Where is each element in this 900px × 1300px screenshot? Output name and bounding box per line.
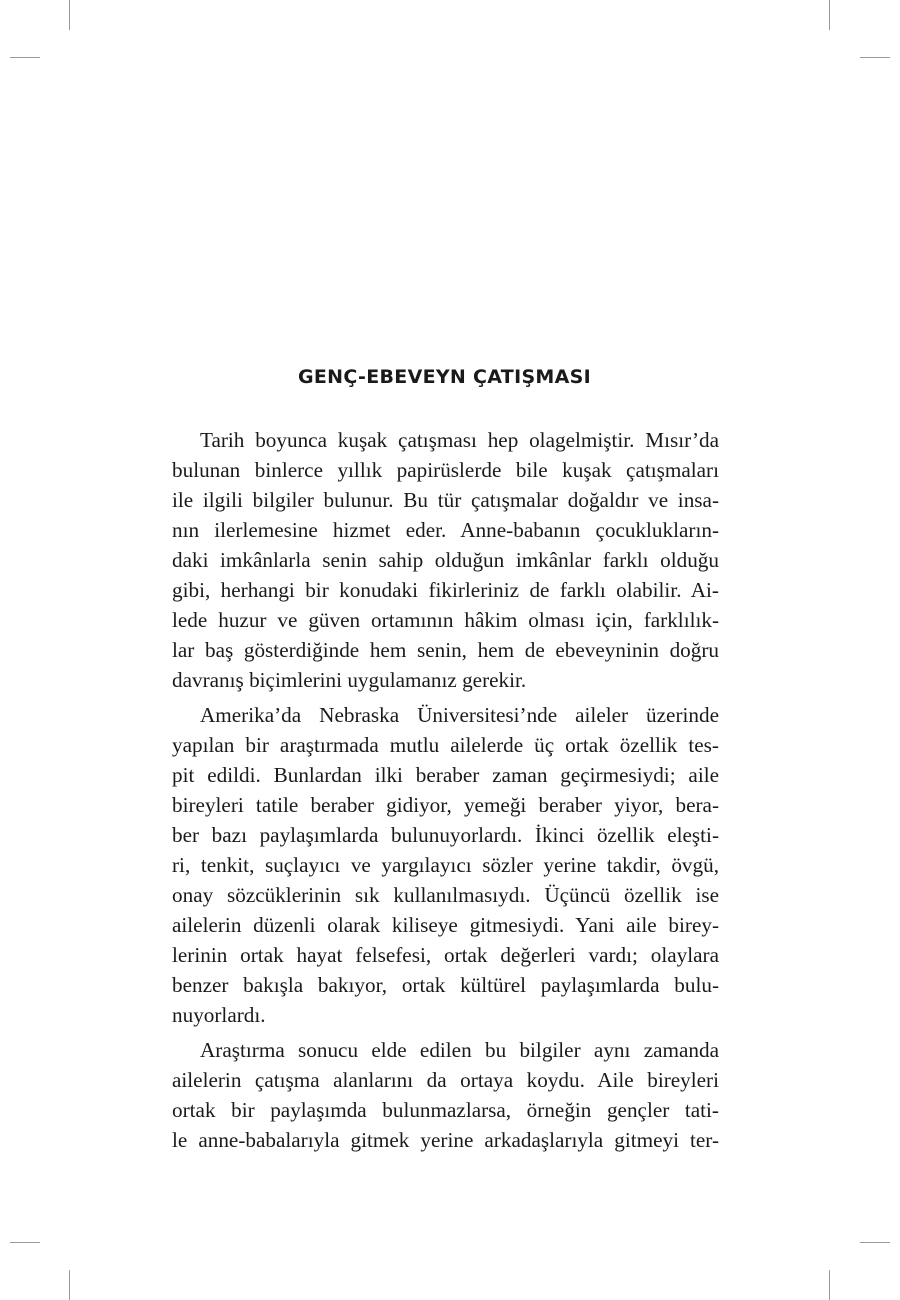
paragraph-2 [172,700,719,1030]
text-line: lar baş gösterdiğinde hem senin, hem de ebeveyninin doğru [172,638,719,662]
text-line: ailelerin düzenli olarak kiliseye gitmesiydi. Yani aile birey- [172,913,719,937]
text-line: bulunan binlerce yıllık papirüslerde bile kuşak çatışmaları [172,458,719,482]
text-line: lede huzur ve güven ortamının hâkim olması için, farklılık- [172,608,719,632]
text-line: gibi, herhangi bir konudaki fikirleriniz de farklı olabilir. Ai- [172,578,719,602]
paragraph-1 [172,425,719,695]
text-line: lerinin ortak hayat felsefesi, ortak değerleri vardı; olaylara [172,943,719,967]
text-line: yapılan bir araştırmada mutlu ailelerde üç ortak özellik tes- [172,733,719,757]
text-line: Tarih boyunca kuşak çatışması hep olagelmiştir. Mısır’da [200,428,719,452]
text-line: ber bazı paylaşımlarda bulunuyorlardı. İkinci özellik eleşti- [172,823,719,847]
text-line: pit edildi. Bunlardan ilki beraber zaman geçirmesiydi; aile [172,763,719,787]
crop-mark-bottom-left [69,1270,70,1300]
crop-mark-right-lower [860,1242,890,1243]
text-line: benzer bakışla bakıyor, ortak kültürel paylaşımlarda bulu- [172,973,719,997]
crop-mark-top-left [69,0,70,30]
page-title: GENÇ-EBEVEYN ÇATIŞMASI [298,366,591,388]
text-line: ri, tenkit, suçlayıcı ve yargılayıcı sözler yerine takdir, övgü, [172,853,719,877]
text-line: ailelerin çatışma alanlarını da ortaya koydu. Aile bireyleri [172,1068,719,1092]
text-line: nın ilerlemesine hizmet eder. Anne-babanın çocuklukların- [172,518,719,542]
text-line: davranış biçimlerini uygulamanız gerekir. [172,668,527,692]
text-line: bireyleri tatile beraber gidiyor, yemeği beraber yiyor, bera- [172,793,719,817]
text-line: ortak bir paylaşımda bulunmazlarsa, örneğin gençler tati- [172,1098,719,1122]
crop-mark-left-lower [10,1242,40,1243]
text-line: onay sözcüklerinin sık kullanılmasıydı. Üçüncü özellik ise [172,883,719,907]
crop-mark-left-upper [10,57,40,58]
crop-mark-top-right [829,0,830,30]
text-line: nuyorlardı. [172,1003,266,1027]
text-line: Araştırma sonucu elde edilen bu bilgiler aynı zamanda [200,1038,719,1062]
paragraph-3 [172,1035,719,1155]
crop-mark-right-upper [860,57,890,58]
text-line: le anne-babalarıyla gitmek yerine arkadaşlarıyla gitmeyi ter- [172,1128,719,1152]
text-line: daki imkânlarla senin sahip olduğun imkânlar farklı olduğu [172,548,719,572]
crop-mark-bottom-right [829,1270,830,1300]
text-line: Amerika’da Nebraska Üniversitesi’nde aileler üzerinde [200,703,719,727]
text-line: ile ilgili bilgiler bulunur. Bu tür çatışmalar doğaldır ve insa- [172,488,719,512]
body-text [172,425,719,1160]
